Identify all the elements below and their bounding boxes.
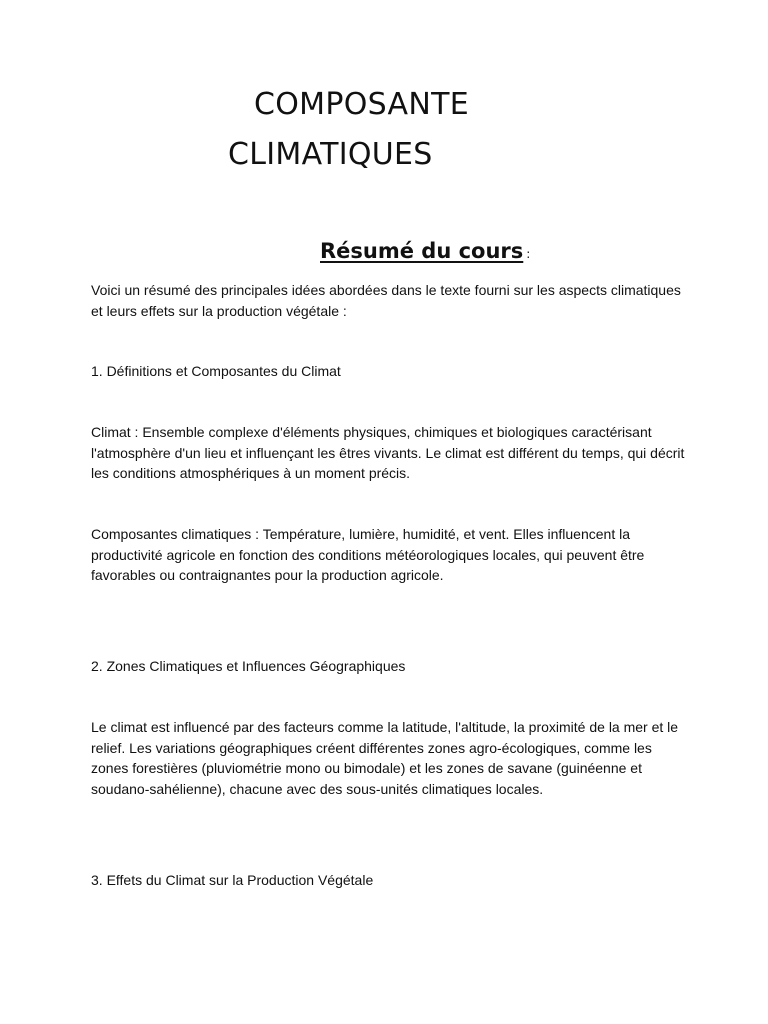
course-summary-colon: : — [526, 247, 531, 261]
section-3-heading: 3. Effets du Climat sur la Production Végétale — [91, 872, 374, 888]
course-summary-heading — [320, 237, 530, 268]
document-title-line-2: CLIMATIQUES — [228, 137, 433, 172]
composantes-paragraph: Composantes climatiques : Température, lumière, humidité, et vent. Elles influencent la productivité agricole en fonction des conditions météorologiques locales, qui peuvent être favorables ou contraignantes pour la production agricole. — [91, 526, 645, 584]
climat-definition-paragraph: Climat : Ensemble complexe d'éléments physiques, chimiques et biologiques caractérisant l'atmosphère d'un lieu et influençant les êtres vivants. Le climat est différent du temps, qui décrit les conditions atmosphériques à un moment précis. — [91, 424, 685, 482]
intro-paragraph: Voici un résumé des principales idées abordées dans le texte fourni sur les aspects climatiques et leurs effets sur la production végétale : — [91, 282, 681, 319]
document-title-line-1: COMPOSANTE — [254, 87, 469, 122]
section-1-heading: 1. Définitions et Composantes du Climat — [91, 363, 341, 379]
zones-climatiques-paragraph: Le climat est influencé par des facteurs comme la latitude, l'altitude, la proximité de la mer et le relief. Les variations géographiques créent différentes zones agro-écologiques, comme les zones forestières (pluviométrie mono ou bimodale) et les zones de savane (guinéenne et soudano-sahélienne), chacune avec des sous-unités climatiques locales. — [91, 719, 679, 797]
course-summary-title: Résumé du cours — [320, 239, 524, 263]
section-2-heading: 2. Zones Climatiques et Influences Géographiques — [91, 658, 406, 674]
